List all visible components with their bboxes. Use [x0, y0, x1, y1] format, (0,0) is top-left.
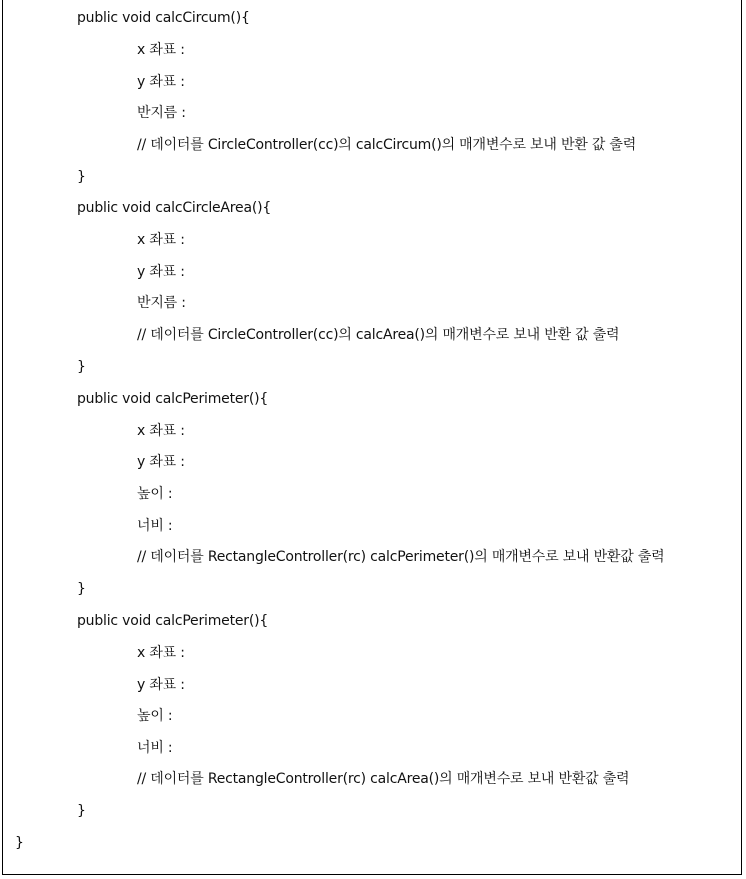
code-line: 너비 : [137, 740, 173, 756]
method-declaration: public void calcCircleArea(){ [77, 200, 272, 216]
class-closing-brace: } [15, 835, 24, 851]
code-line: y 좌표 : [137, 677, 185, 693]
code-line: x 좌표 : [137, 42, 185, 58]
code-line: x 좌표 : [137, 232, 185, 248]
closing-brace: } [77, 803, 86, 819]
closing-brace: } [77, 169, 86, 185]
code-line: y 좌표 : [137, 454, 185, 470]
closing-brace: } [77, 581, 86, 597]
method-declaration: public void calcCircum(){ [77, 10, 250, 26]
method-declaration: public void calcPerimeter(){ [77, 613, 269, 629]
code-line: 너비 : [137, 518, 173, 534]
code-document-frame [2, 0, 742, 875]
code-line: y 좌표 : [137, 74, 185, 90]
code-line: 반지름 : [137, 105, 186, 121]
code-line: 높이 : [137, 708, 173, 724]
code-comment: // 데이터를 CircleController(cc)의 calcArea()의 매개변수로 보내 반환 값 출력 [137, 327, 620, 343]
method-declaration: public void calcPerimeter(){ [77, 391, 269, 407]
code-comment: // 데이터를 RectangleController(rc) calcArea()의 매개변수로 보내 반환값 출력 [137, 771, 630, 787]
code-line: x 좌표 : [137, 423, 185, 439]
code-line: 높이 : [137, 486, 173, 502]
closing-brace: } [77, 359, 86, 375]
code-line: 반지름 : [137, 295, 186, 311]
code-line: y 좌표 : [137, 264, 185, 280]
code-comment: // 데이터를 RectangleController(rc) calcPerimeter()의 매개변수로 보내 반환값 출력 [137, 549, 665, 565]
code-line: x 좌표 : [137, 645, 185, 661]
code-comment: // 데이터를 CircleController(cc)의 calcCircum()의 매개변수로 보내 반환 값 출력 [137, 137, 637, 153]
